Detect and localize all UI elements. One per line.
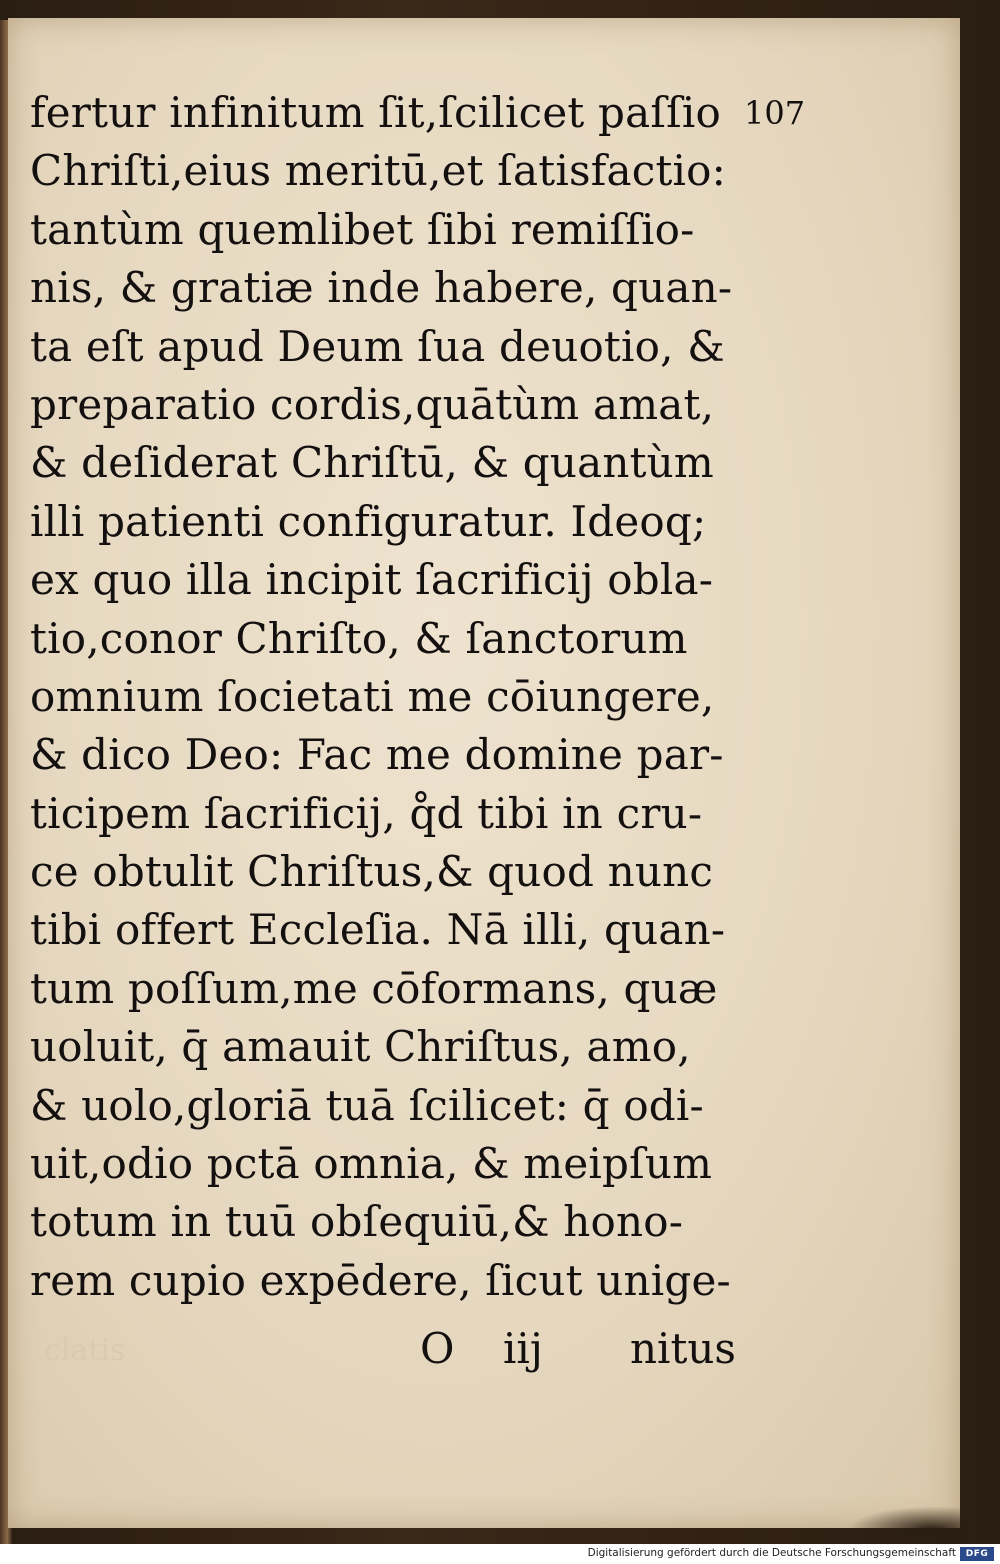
- text-line: preparatio cordis,quātùm amat,: [30, 379, 715, 429]
- folio-number: 107: [744, 94, 806, 132]
- text-line: uoluit, q̄ amauit Chriſtus, amo,: [30, 1022, 691, 1072]
- page-wear: [848, 1506, 968, 1546]
- text-line: totum in tuū obſequiū,& hono-: [30, 1197, 684, 1247]
- text-line: ta eſt apud Deum ſua deuotio, &: [30, 321, 725, 371]
- text-line: Chriſti,eius meritū,et ſatisfactio:: [30, 146, 727, 196]
- text-line: fertur infinitum ſit,ſcilicet paſſio: [30, 88, 721, 137]
- text-line: rem cupio expēdere, ſicut unige-: [30, 1255, 731, 1305]
- text-line: ex quo illa incipit ſacrificij obla-: [30, 555, 714, 605]
- text-line: omnium ſocietati me cōiungere,: [30, 671, 715, 721]
- text-line: uit,odio pctā omnia, & meipſum: [30, 1139, 713, 1189]
- signature-mark: O: [420, 1324, 455, 1373]
- text-line: tio,conor Chriſto, & ſanctorum: [30, 613, 688, 663]
- text-line: & dico Deo: Fac me domine par-: [30, 730, 724, 780]
- text-line: tibi offert Eccleſia. Nā illi, quan-: [30, 905, 726, 955]
- text-line: ticipem ſacrificij, q̊d tibi in cru-: [30, 788, 703, 838]
- text-line: & deſiderat Chriſtū, & quantùm: [30, 438, 714, 488]
- text-line: illi patienti configuratur. Ideoq;: [30, 496, 707, 546]
- dfg-logo: DFG: [960, 1547, 994, 1561]
- body-text: [30, 84, 770, 1310]
- catchword: nitus: [630, 1324, 736, 1373]
- show-through-text: clatis: [44, 1333, 126, 1368]
- text-line: ce obtulit Chriſtus,& quod nunc: [30, 847, 714, 897]
- text-line: tum poſſum,me cōformans, quæ: [30, 963, 718, 1013]
- book-page: [8, 18, 960, 1528]
- signature-line: [8, 1324, 778, 1384]
- signature-number: iij: [503, 1324, 543, 1373]
- text-line: nis, & gratiæ inde habere, quan-: [30, 263, 733, 313]
- credit-text: Digitalisierung gefördert durch die Deutsche Forschungsgemeinschaft: [587, 1547, 956, 1559]
- credit-bar: [0, 1544, 1000, 1564]
- text-line: & uolo,gloriā tuā ſcilicet: q̄ odi-: [30, 1080, 704, 1130]
- text-line: tantùm quemlibet ſibi remiſſio-: [30, 204, 695, 254]
